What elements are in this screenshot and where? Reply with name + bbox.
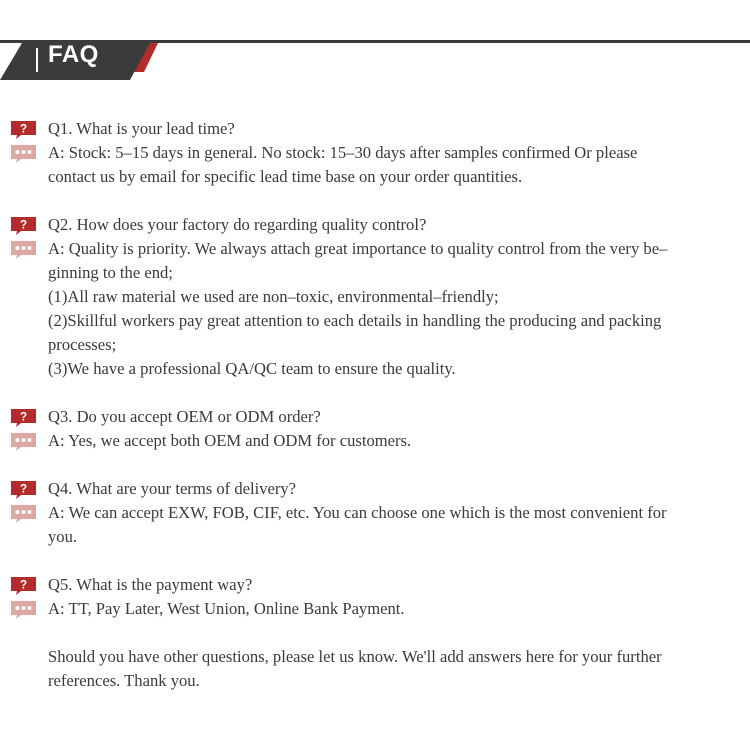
question-icon [10, 576, 37, 596]
question-text: Q4. What are your terms of delivery? [48, 479, 297, 498]
answer-text: A: Quality is priority. We always attach great importance to quality control from the very be– ginning to the end; (1)All raw material we used are non–toxic, environmental–friendly; (2)Skillful workers pay great attention to each details in handling the producing and packing processes; (3)We have a professional QA/QC team to ensure the quality. [48, 239, 668, 378]
question-icon [10, 480, 37, 500]
question-line [0, 477, 750, 501]
svg-text:?: ? [19, 217, 28, 232]
svg-text:?: ? [19, 577, 28, 592]
faq-header [0, 0, 750, 82]
closing-note: Should you have other questions, please let us know. We'll add answers here for your further references. Thank you. [48, 647, 662, 690]
question-line [0, 573, 750, 597]
question-text: Q5. What is the payment way? [48, 575, 253, 594]
faq-item [0, 573, 750, 621]
question-text: Q1. What is your lead time? [48, 119, 235, 138]
header-divider-bar [36, 48, 38, 72]
speech-bubble-icon [10, 144, 37, 164]
question-line [0, 213, 750, 237]
answer-line [0, 501, 750, 549]
question-text: Q2. How does your factory do regarding quality control? [48, 215, 427, 234]
answer-text: A: Stock: 5–15 days in general. No stock: 15–30 days after samples confirmed Or please contact us by email for specific lead time base on your order quantities. [48, 143, 638, 186]
faq-item [0, 477, 750, 549]
question-icon [10, 216, 37, 236]
faq-item [0, 213, 750, 381]
header-rule [0, 40, 750, 43]
question-icon [10, 120, 37, 140]
speech-bubble-icon [10, 240, 37, 260]
question-line [0, 405, 750, 429]
faq-item [0, 405, 750, 453]
svg-text:?: ? [19, 409, 28, 424]
faq-item [0, 117, 750, 189]
answer-line [0, 141, 750, 189]
question-line [0, 117, 750, 141]
answer-line [0, 597, 750, 621]
answer-line [0, 237, 750, 381]
answer-text: A: We can accept EXW, FOB, CIF, etc. You can choose one which is the most convenient for you. [48, 503, 667, 546]
answer-text: A: TT, Pay Later, West Union, Online Bank Payment. [48, 599, 405, 618]
speech-bubble-icon [10, 432, 37, 452]
svg-text:?: ? [19, 121, 28, 136]
page-title: FAQ [48, 41, 99, 68]
faq-list [0, 117, 750, 710]
question-text: Q3. Do you accept OEM or ODM order? [48, 407, 321, 426]
answer-text: A: Yes, we accept both OEM and ODM for customers. [48, 431, 412, 450]
question-icon [10, 408, 37, 428]
header-banner [0, 0, 750, 82]
speech-bubble-icon [10, 504, 37, 524]
answer-line [0, 429, 750, 453]
svg-text:?: ? [19, 481, 28, 496]
speech-bubble-icon [10, 600, 37, 620]
